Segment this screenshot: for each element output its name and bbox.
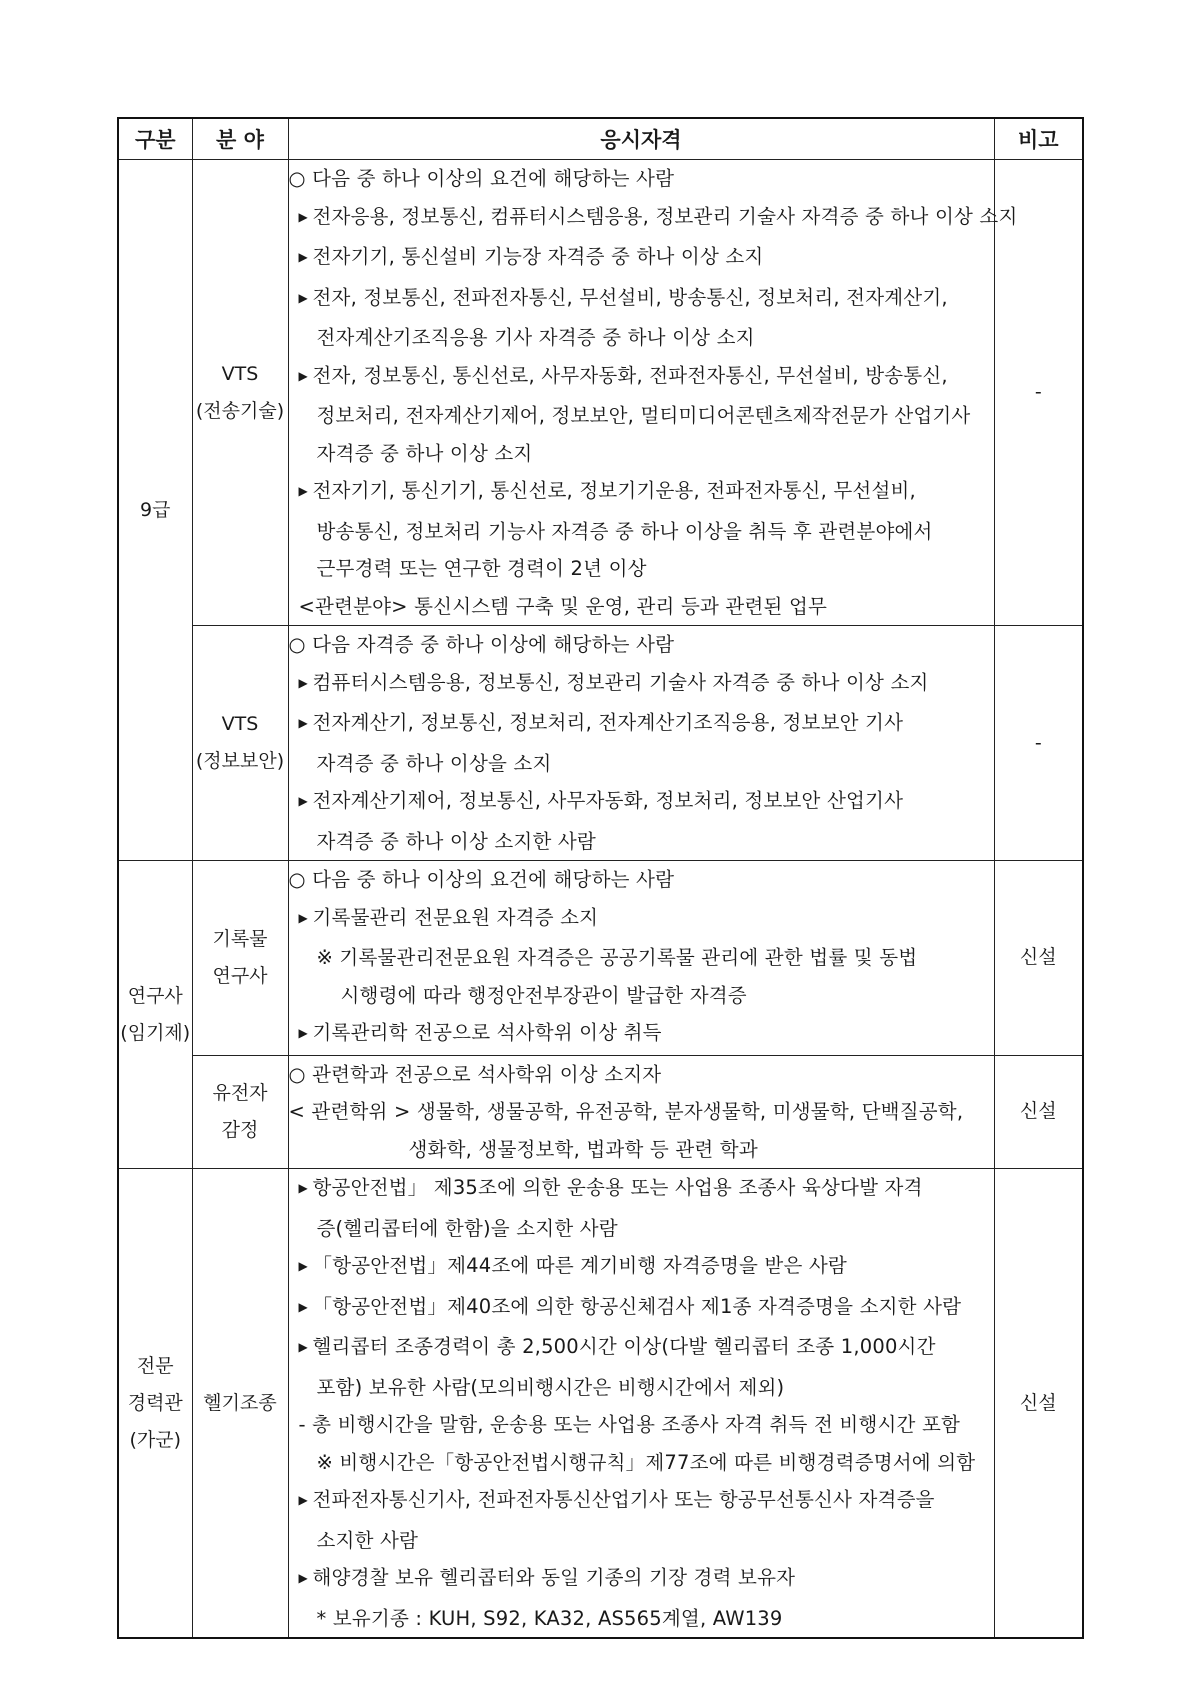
list-item: 근무경력 또는 연구한 경력이 2년 이상 (316, 557, 647, 580)
qualification-table (117, 117, 1084, 1639)
list-item: ※ 기록물관리전문요원 자격증은 공공기록물 관리에 관한 법률 및 동법 (316, 946, 918, 969)
qualification-cell (288, 861, 994, 1056)
triangle-bullet-icon: ▶ (298, 209, 308, 224)
triangle-bullet-icon: ▶ (298, 1571, 308, 1585)
list-item: ○ 다음 중 하나 이상의 요건에 해당하는 사람 (288, 167, 675, 190)
list-item: 소지한 사람 (316, 1528, 419, 1552)
category-label: 연구사 (127, 984, 183, 1007)
qualification-cell (288, 1055, 994, 1169)
note-cell: 신설 (994, 1169, 1083, 1639)
field-cell (192, 160, 288, 626)
category-label: (임기제) (120, 1021, 191, 1044)
field-label: (전송기술) (195, 399, 285, 422)
list-item: ○ 다음 자격증 중 하나 이상에 해당하는 사람 (288, 633, 675, 656)
list-item: ▶ 전자계산기제어, 정보통신, 사무자동화, 정보처리, 정보보안 산업기사 (289, 782, 994, 823)
field-label: 유전자 (212, 1081, 268, 1104)
triangle-bullet-icon: ▶ (298, 794, 308, 808)
qualification-cell (288, 626, 994, 861)
list-item: ▶ 항공안전법」 제35조에 의한 운송용 또는 사업용 조종사 육상다발 자격 (289, 1169, 994, 1210)
list-item: ▶ 「항공안전법」제40조에 의한 항공신체검사 제1종 자격증명을 소지한 사람 (289, 1288, 994, 1329)
list-item: ▶ 전파전자통신기사, 전파전자통신산업기사 또는 항공무선통신사 자격증을 (289, 1481, 994, 1522)
list-item: 자격증 중 하나 이상을 소지 (316, 751, 552, 775)
field-cell (192, 1055, 288, 1169)
header-qualification: 응시자격 (288, 118, 994, 160)
list-item: 생화학, 생물정보학, 법과학 등 관련 학과 (408, 1137, 758, 1161)
list-item: 포함) 보유한 사람(모의비행시간은 비행시간에서 제외) (316, 1375, 785, 1399)
list-item: 시행령에 따라 행정안전부장관이 발급한 자격증 (340, 983, 747, 1007)
field-cell (192, 626, 288, 861)
field-label: (정보보안) (195, 750, 285, 772)
triangle-bullet-icon: ▶ (298, 290, 308, 305)
note-cell: 신설 (994, 1055, 1083, 1169)
triangle-bullet-icon: ▶ (298, 675, 308, 690)
table-row (118, 160, 1083, 626)
category-label: 경력관 (127, 1391, 183, 1414)
note-cell: - (994, 626, 1083, 861)
triangle-bullet-icon: ▶ (298, 368, 308, 383)
list-item: <관련분야> 통신시스템 구축 및 운영, 관리 등과 관련된 업무 (298, 594, 828, 618)
list-item: ▶ 전자기기, 통신기기, 통신선로, 정보기기운용, 전파전자통신, 무선설비, (289, 472, 994, 513)
field-cell (192, 1169, 288, 1639)
header-field: 분 야 (192, 118, 288, 160)
field-label: VTS (221, 713, 259, 735)
list-item: ▶ 전자응용, 정보통신, 컴퓨터시스템응용, 정보관리 기술사 자격증 중 하나 이상 소지 (289, 198, 994, 239)
triangle-bullet-icon: ▶ (298, 1340, 308, 1354)
triangle-bullet-icon: ▶ (298, 1026, 308, 1040)
category-label: (가군) (129, 1428, 182, 1451)
list-item: 자격증 중 하나 이상 소지한 사람 (316, 829, 596, 853)
list-item: - 총 비행시간을 말함, 운송용 또는 사업용 조종사 자격 취득 전 비행시간 포함 (298, 1413, 961, 1436)
list-item: ▶ 전자기기, 통신설비 기능장 자격증 중 하나 이상 소지 (289, 238, 994, 279)
list-item: ▶ 「항공안전법」제44조에 따른 계기비행 자격증명을 받은 사람 (289, 1247, 994, 1288)
category-cell (118, 861, 192, 1169)
triangle-bullet-icon: ▶ (298, 716, 308, 730)
list-item: ▶ 기록관리학 전공으로 석사학위 이상 취득 (289, 1014, 994, 1055)
field-label: 헬기조종 (203, 1391, 277, 1414)
list-item: 증(헬리콥터에 한함)을 소지한 사람 (316, 1216, 618, 1240)
qualification-cell (288, 160, 1018, 626)
table-row (118, 1169, 1083, 1639)
triangle-bullet-icon: ▶ (298, 1493, 308, 1507)
list-item: 전자계산기조직응용 기사 자격증 중 하나 이상 소지 (316, 326, 755, 349)
triangle-bullet-icon: ▶ (298, 910, 308, 925)
header-row (118, 118, 1083, 160)
list-item: ▶ 기록물관리 전문요원 자격증 소지 (289, 899, 994, 940)
category-cell (118, 1169, 192, 1639)
triangle-bullet-icon: ▶ (298, 250, 308, 264)
list-item: ▶ 컴퓨터시스템응용, 정보통신, 정보관리 기술사 자격증 중 하나 이상 소지 (289, 664, 994, 705)
list-item: 자격증 중 하나 이상 소지 (316, 441, 533, 465)
table-row (118, 861, 1083, 1056)
header-note: 비고 (994, 118, 1083, 160)
list-item: ▶ 전자, 정보통신, 전파전자통신, 무선설비, 방송통신, 정보처리, 전자계산기, (289, 279, 994, 320)
qualification-cell (288, 1169, 994, 1639)
category-label: 9급 (140, 498, 171, 521)
list-item: < 관련학위 > 생물학, 생물공학, 유전공학, 분자생물학, 미생물학, 단백질공학, (288, 1100, 964, 1123)
field-cell (192, 861, 288, 1056)
header-category: 구분 (118, 118, 192, 160)
list-item: ▶ 전자계산기, 정보통신, 정보처리, 전자계산기조직응용, 정보보안 기사 (289, 704, 994, 745)
category-label: 전문 (136, 1354, 174, 1377)
list-item: 정보처리, 전자계산기제어, 정보보안, 멀티미디어콘텐츠제작전문가 산업기사 (316, 404, 971, 427)
category-cell (118, 160, 192, 861)
field-label: VTS (221, 362, 259, 385)
triangle-bullet-icon: ▶ (298, 1299, 308, 1314)
list-item: * 보유기종 : KUH, S92, KA32, AS565계열, AW139 (316, 1606, 783, 1630)
list-item: ▶ 전자, 정보통신, 통신선로, 사무자동화, 전파전자통신, 무선설비, 방송통신, (289, 357, 994, 398)
table-row (118, 1055, 1083, 1169)
note-cell: 신설 (994, 861, 1083, 1056)
field-label: 기록물 (212, 927, 268, 950)
triangle-bullet-icon: ▶ (298, 484, 308, 498)
list-item: ▶ 해양경찰 보유 헬리콥터와 동일 기종의 기장 경력 보유자 (289, 1559, 994, 1600)
list-item: ○ 관련학과 전공으로 석사학위 이상 소지자 (288, 1062, 662, 1086)
note-cell: - (994, 160, 1083, 626)
list-item: ▶ 헬리콥터 조종경력이 총 2,500시간 이상(다발 헬리콥터 조종 1,000시간 (289, 1328, 994, 1369)
field-label: 감정 (221, 1118, 259, 1141)
list-item: 방송통신, 정보처리 기능사 자격증 중 하나 이상을 취득 후 관련분야에서 (316, 519, 933, 543)
triangle-bullet-icon: ▶ (298, 1259, 308, 1273)
list-item: ○ 다음 중 하나 이상의 요건에 해당하는 사람 (288, 868, 675, 891)
field-label: 연구사 (212, 964, 268, 987)
triangle-bullet-icon: ▶ (298, 1181, 308, 1195)
table-row (118, 626, 1083, 861)
list-item: ※ 비행시간은「항공안전법시행규칙」제77조에 따른 비행경력증명서에 의함 (316, 1450, 976, 1474)
